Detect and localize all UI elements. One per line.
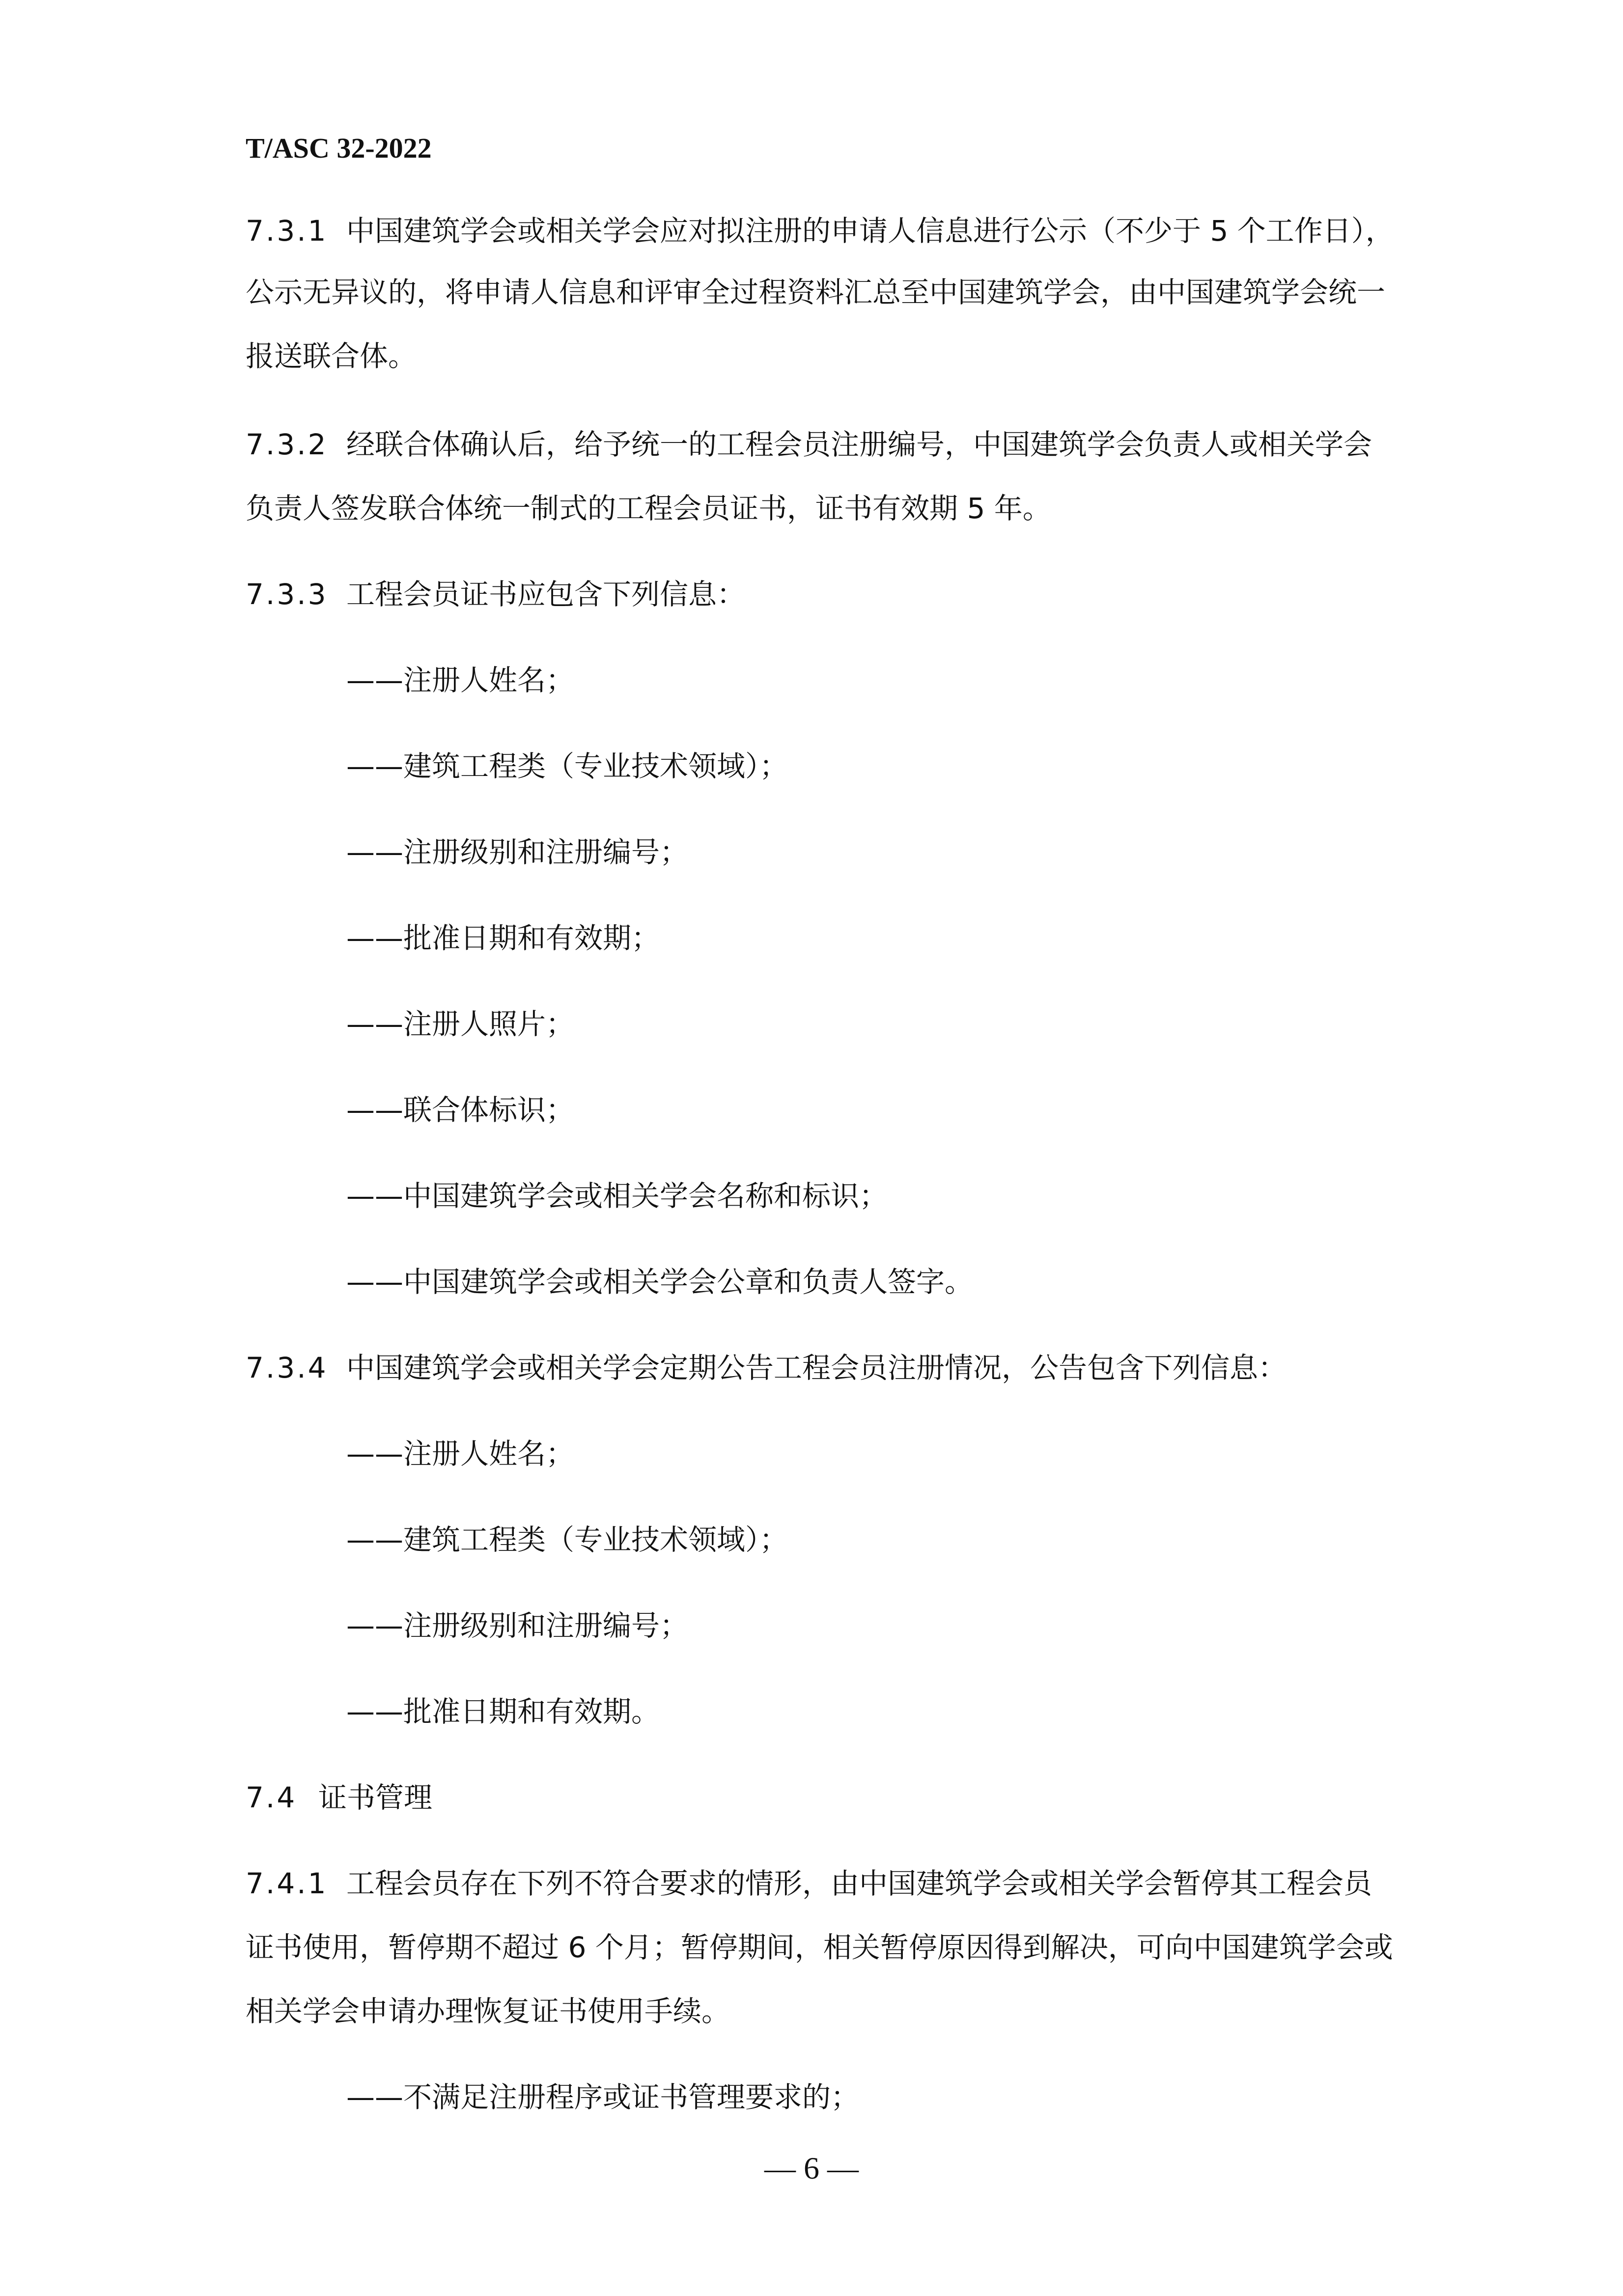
clause-text: 中国建筑学会或相关学会定期公告工程会员注册情况，公告包含下列信息：: [346, 1351, 1287, 1384]
clause-7-4-1-line-1: [246, 1866, 1372, 1901]
clause-7-3-2-line-1: [246, 427, 1372, 462]
clause-text: 工程会员存在下列不符合要求的情形，由中国建筑学会或相关学会暂停其工程会员: [346, 1867, 1372, 1900]
list-item: ——联合体标识；: [346, 1093, 575, 1127]
clause-text: 工程会员证书应包含下列信息：: [346, 578, 746, 611]
clause-text: 中国建筑学会或相关学会应对拟注册的申请人信息进行公示（不少于 5 个工作日），: [346, 214, 1394, 248]
list-item: ——注册人照片；: [346, 1007, 575, 1041]
clause-7-3-2-line-2: 负责人签发联合体统一制式的工程会员证书，证书有效期 5 年。: [246, 492, 1051, 525]
clause-7-3-1-line-3: 报送联合体。: [246, 339, 417, 373]
list-item: ——中国建筑学会或相关学会名称和标识；: [346, 1179, 888, 1213]
clause-text: 经联合体确认后，给予统一的工程会员注册编号，中国建筑学会负责人或相关学会: [346, 428, 1372, 461]
section-7-4-heading: [246, 1780, 432, 1815]
clause-number: 7.3.3: [246, 578, 328, 611]
clause-7-3-4-intro: [246, 1351, 1287, 1385]
section-title: 证书管理: [318, 1781, 433, 1814]
list-item: ——注册人姓名；: [346, 664, 575, 697]
clause-7-3-1-line-2: 公示无异议的，将申请人信息和评审全过程资料汇总至中国建筑学会，由中国建筑学会统一: [246, 276, 1386, 309]
list-item: ——批准日期和有效期；: [346, 921, 660, 955]
list-item: ——批准日期和有效期。: [346, 1695, 660, 1728]
list-item: ——中国建筑学会或相关学会公章和负责人签字。: [346, 1265, 974, 1299]
clause-7-4-1-line-2: 证书使用，暂停期不超过 6 个月；暂停期间，相关暂停原因得到解决，可向中国建筑学会或: [246, 1931, 1393, 1964]
clause-7-3-1-line-1: [246, 214, 1394, 248]
list-item: ——注册人姓名；: [346, 1437, 575, 1470]
list-item: ——建筑工程类（专业技术领域）；: [346, 749, 788, 783]
list-item: ——不满足注册程序或证书管理要求的；: [346, 2080, 860, 2114]
list-item: ——建筑工程类（专业技术领域）；: [346, 1523, 788, 1556]
clause-7-4-1-line-3: 相关学会申请办理恢复证书使用手续。: [246, 1994, 730, 2028]
clause-number: 7.3.4: [246, 1351, 328, 1384]
document-code: T/ASC 32-2022: [246, 132, 432, 164]
clause-number: 7.3.2: [246, 428, 328, 461]
clause-7-3-3-intro: [246, 577, 745, 611]
page-number: — 6 —: [764, 2151, 859, 2185]
clause-number: 7.4.1: [246, 1867, 328, 1900]
list-item: ——注册级别和注册编号；: [346, 1609, 689, 1642]
section-number: 7.4: [246, 1781, 297, 1814]
clause-number: 7.3.1: [246, 214, 328, 248]
list-item: ——注册级别和注册编号；: [346, 835, 689, 869]
